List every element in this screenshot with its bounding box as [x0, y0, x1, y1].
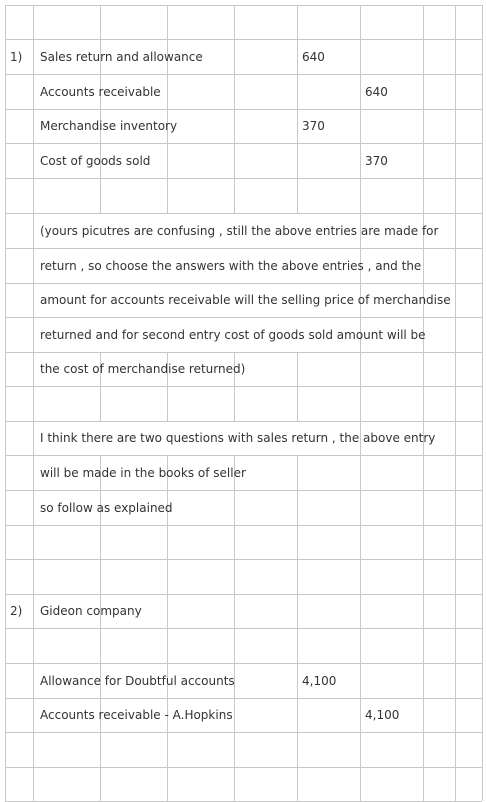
entry-description: Gideon company	[40, 604, 142, 618]
entry-description: so follow as explained	[40, 500, 173, 515]
entry-description: returned and for second entry cost of goods sold amount will be	[40, 327, 426, 342]
entry-description: the cost of merchandise returned)	[40, 362, 246, 376]
entry-description: return , so choose the answers with the above entries , and the	[40, 258, 422, 273]
debit-amount: 640	[302, 49, 325, 64]
entry-description: amount for accounts receivable will the selling price of merchandise	[40, 293, 451, 307]
credit-amount: 640	[365, 84, 388, 99]
entry-description: Accounts receivable	[40, 84, 161, 99]
entry-description: Merchandise inventory	[40, 119, 178, 133]
entry-description: Allowance for Doubtful accounts	[40, 673, 235, 688]
entry-description: (yours picutres are confusing , still the above entries are made for	[40, 223, 439, 238]
entry-description: Cost of goods sold	[40, 153, 151, 168]
debit-amount: 370	[302, 119, 325, 133]
entry-description: will be made in the books of seller	[40, 465, 246, 480]
debit-amount: 4,100	[302, 673, 337, 688]
entry-number: 2)	[10, 604, 23, 618]
entry-description: Sales return and allowance	[40, 49, 203, 64]
entry-number: 1)	[10, 49, 23, 64]
credit-amount: 4,100	[365, 708, 400, 722]
credit-amount: 370	[365, 153, 388, 168]
entry-description: Accounts receivable - A.Hopkins	[40, 708, 233, 722]
entry-description: I think there are two questions with sales return , the above entry	[40, 431, 436, 445]
